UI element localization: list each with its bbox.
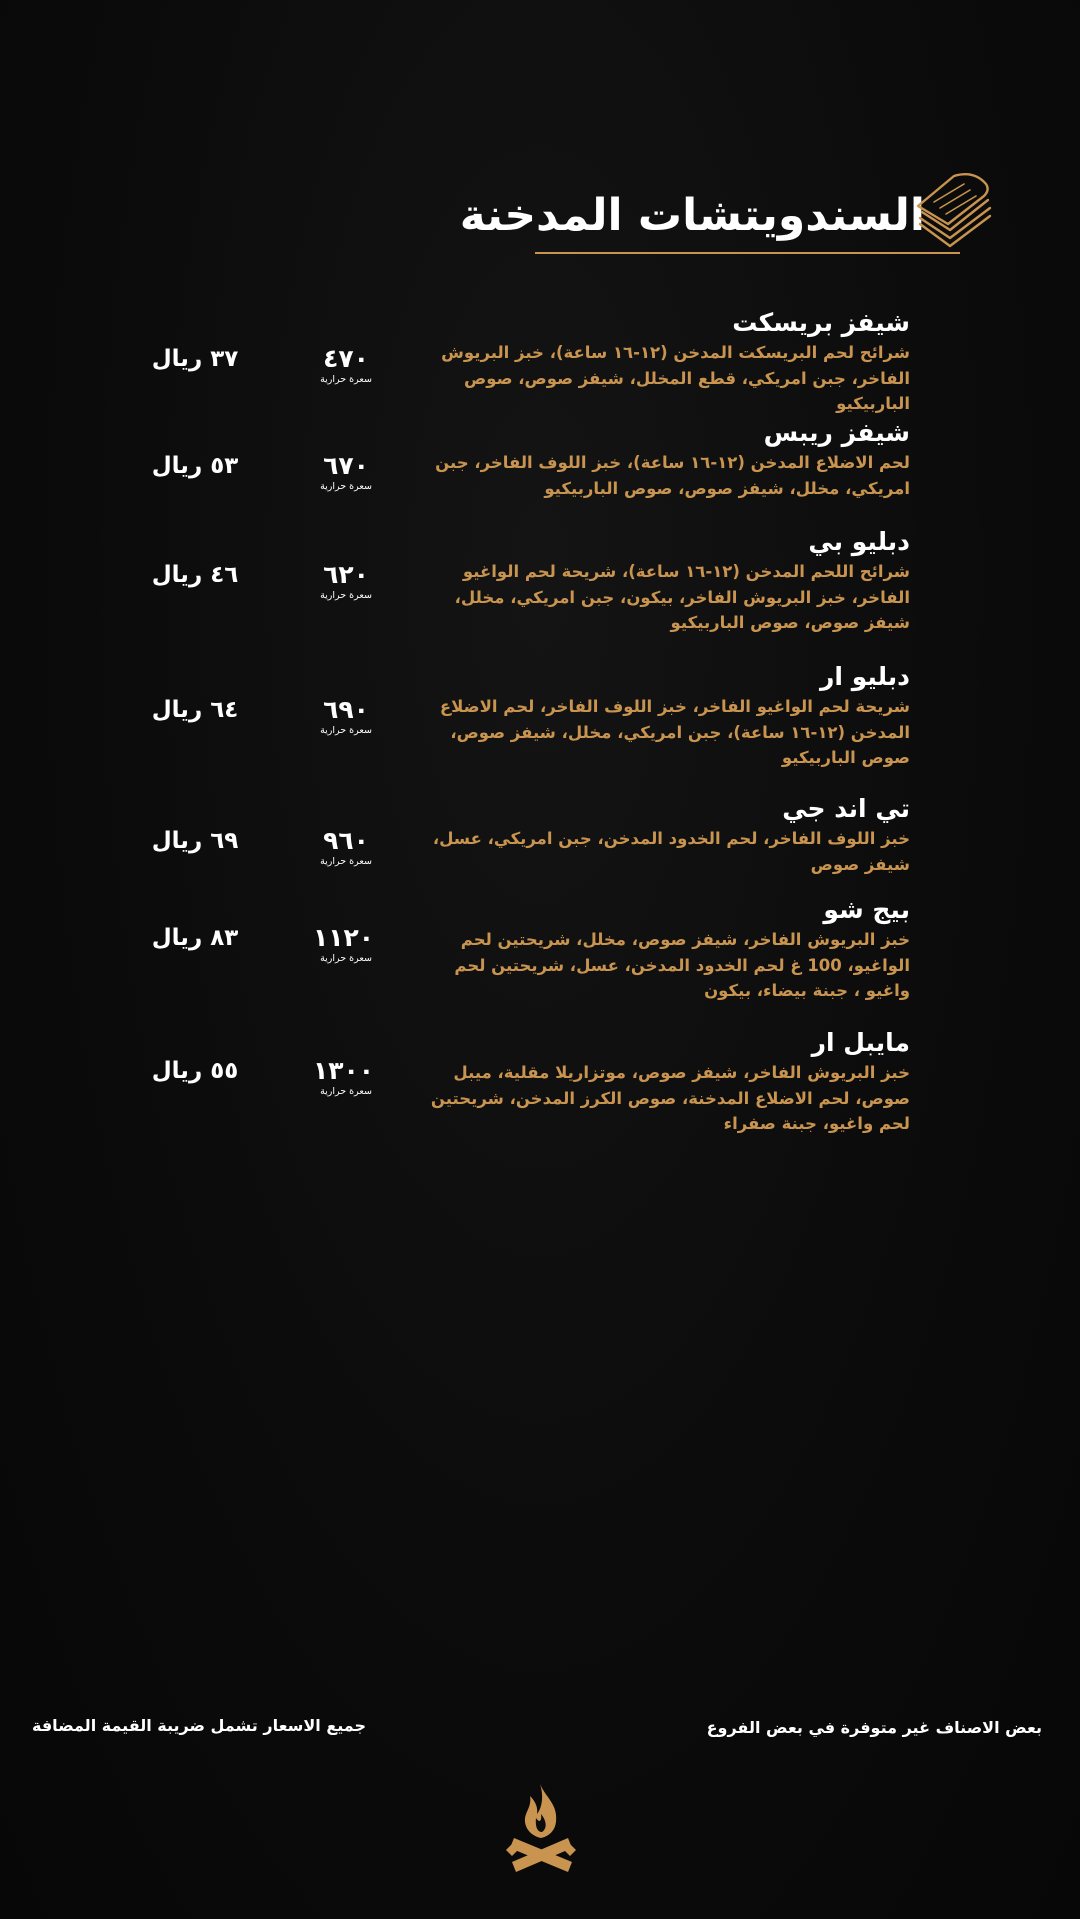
menu-item-name: مايبل ار xyxy=(811,1028,910,1057)
calories-block xyxy=(318,451,374,493)
calories-block xyxy=(312,923,374,965)
calories-label: سعرة حرارية xyxy=(320,374,372,385)
menu-item-text xyxy=(430,416,910,501)
menu-item-text xyxy=(430,306,910,417)
menu-item-name: بيج شو xyxy=(823,895,910,924)
page-title: السندويتشات المدخنة xyxy=(459,190,925,241)
price: ٥٣ ريال xyxy=(151,453,239,479)
availability-note: بعض الاصناف غير متوفرة في بعض الفروع xyxy=(706,1718,1042,1737)
menu-item-text xyxy=(430,792,910,877)
price: ٤٦ ريال xyxy=(151,562,239,588)
calories-value: ٦٩٠ xyxy=(323,695,369,724)
calories-label: سعرة حرارية xyxy=(320,590,372,601)
menu-item-text xyxy=(430,893,910,1004)
title-underline xyxy=(535,252,960,254)
menu-header xyxy=(459,190,1000,260)
price: ٥٥ ريال xyxy=(151,1058,239,1084)
menu-item-name: دبليو ار xyxy=(820,662,910,691)
calories-label: سعرة حرارية xyxy=(320,725,372,736)
price: ٣٧ ريال xyxy=(151,346,239,372)
menu-item-text xyxy=(430,1026,910,1137)
menu-item-description: خبز اللوف الفاخر، لحم الخدود المدخن، جبن امريكي، عسل، شيفز صوص xyxy=(432,829,910,874)
price: ٦٤ ريال xyxy=(151,697,239,723)
price: ٨٣ ريال xyxy=(151,925,239,951)
sandwich-icon xyxy=(904,162,1000,258)
menu-item-description: لحم الاضلاع المدخن (١٢-١٦ ساعة)، خبز اللوف الفاخر، جبن امريكي، مخلل، شيفز صوص، صوص الباربيكيو xyxy=(435,453,910,498)
calories-label: سعرة حرارية xyxy=(320,481,372,492)
calories-label: سعرة حرارية xyxy=(320,856,372,867)
menu-item-name: تي اند جي xyxy=(782,794,910,823)
calories-block xyxy=(312,1056,374,1098)
menu-item-description: خبز البريوش الفاخر، شيفز صوص، موتزاريلا مقلية، ميبل صوص، لحم الاضلاع المدخنة، صوص الكرز المدخن، شريحتين لحم واغيو، جبنة صفراء xyxy=(430,1063,910,1133)
menu-item-name: دبليو بي xyxy=(808,527,910,556)
price: ٦٩ ريال xyxy=(151,828,239,854)
calories-value: ٩٦٠ xyxy=(323,826,369,855)
calories-block xyxy=(318,560,374,602)
menu-item-description: خبز البريوش الفاخر، شيفز صوص، مخلل، شريحتين لحم الواغيو، 100 غ لحم الخدود المدخن، عسل، شريحتين لحم واغيو ، جبنة بيضاء، بيكون xyxy=(454,930,910,1000)
calories-label: سعرة حرارية xyxy=(320,953,372,964)
calories-value: ١٣٠٠ xyxy=(312,1056,374,1085)
calories-value: ٦٧٠ xyxy=(323,451,369,480)
calories-block xyxy=(318,344,374,386)
calories-value: ٤٧٠ xyxy=(323,344,369,373)
calories-value: ١١٢٠ xyxy=(312,923,374,952)
calories-value: ٦٢٠ xyxy=(323,560,369,589)
calories-label: سعرة حرارية xyxy=(320,1086,372,1097)
menu-item-name: شيفز بريسكت xyxy=(732,308,910,337)
menu-item-text xyxy=(430,660,910,771)
menu-item-text xyxy=(430,525,910,636)
menu-item-description: شريحة لحم الواغيو الفاخر، خبز اللوف الفاخر، لحم الاضلاع المدخن (١٢-١٦ ساعة)، جبن امريكي، مخلل، شيفز صوص، صوص الباربيكيو xyxy=(439,697,910,767)
menu-item-description: شرائح اللحم المدخن (١٢-١٦ ساعة)، شريحة لحم الواغيو الفاخر، خبز البريوش الفاخر، بيكون، جبن امريكي، مخلل، شيفز صوص، صوص الباربيكيو xyxy=(454,562,910,632)
campfire-logo-icon xyxy=(500,1780,582,1876)
calories-block xyxy=(318,695,374,737)
menu-item-name: شيفز ريبس xyxy=(763,418,910,447)
calories-block xyxy=(318,826,374,868)
vat-note: جميع الاسعار تشمل ضريبة القيمة المضافة xyxy=(32,1716,367,1735)
menu-item-description: شرائح لحم البريسكت المدخن (١٢-١٦ ساعة)، خبز البريوش الفاخر، جبن امريكي، قطع المخلل، شيفز صوص، صوص الباربيكيو xyxy=(441,343,910,413)
